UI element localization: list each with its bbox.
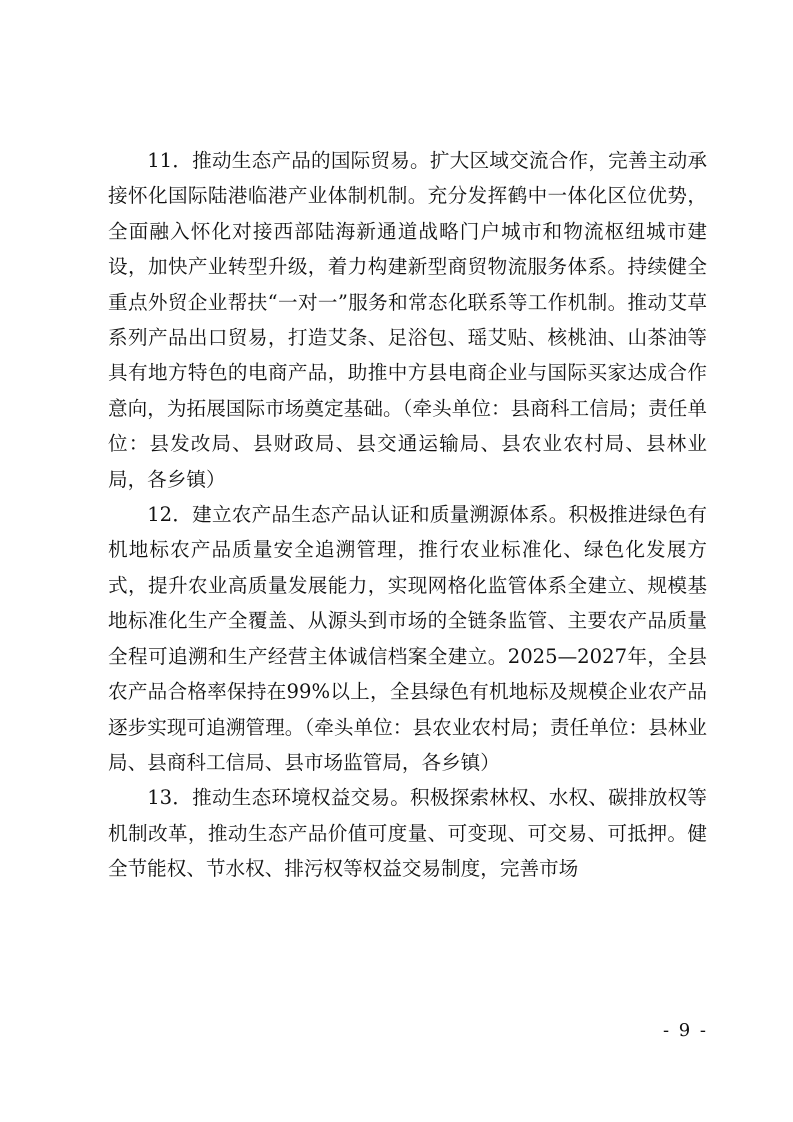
page-number: - 9 - [662, 1020, 708, 1041]
paragraph-11: 11．推动生态产品的国际贸易。扩大区域交流合作，完善主动承接怀化国际陆港临港产业体制机制。充分发挥鹤中一体化区位优势，全面融入怀化对接西部陆海新通道战略门户城市和物流枢纽城市建设，加快产业转型升级，着力构建新型商贸物流服务体系。持续健全重点外贸企业帮扶“一对一”服务和常态化联系等工作机制。推动艾草系列产品出口贸易，打造艾条、足浴包、瑶艾贴、核桃油、山茶油等具有地方特色的电商产品，助推中方县电商企业与国际买家达成合作意向，为拓展国际市场奠定基础。（牵头单位：县商科工信局；责任单位：县发改局、县财政局、县交通运输局、县农业农村局、县林业局，各乡镇） [108, 149, 707, 491]
paragraph-13: 13．推动生态环境权益交易。积极探索林权、水权、碳排放权等机制改革，推动生态产品价值可度量、可变现、可交易、可抵押。健全节能权、节水权、排污权等权益交易制度，完善市场 [108, 786, 707, 881]
document-body [108, 143, 707, 887]
paragraph-12: 12．建立农产品生态产品认证和质量溯源体系。积极推进绿色有机地标农产品质量安全追溯管理，推行农业标准化、绿色化发展方式，提升农业高质量发展能力，实现网格化监管体系全建立、规模基地标准化生产全覆盖、从源头到市场的全链条监管、主要农产品质量全程可追溯和生产经营主体诚信档案全建立。2025—2027年，全县农产品合格率保持在99%以上，全县绿色有机地标及规模企业农产品逐步实现可追溯管理。（牵头单位：县农业农村局；责任单位：县林业局、县商科工信局、县市场监管局，各乡镇） [108, 503, 707, 774]
